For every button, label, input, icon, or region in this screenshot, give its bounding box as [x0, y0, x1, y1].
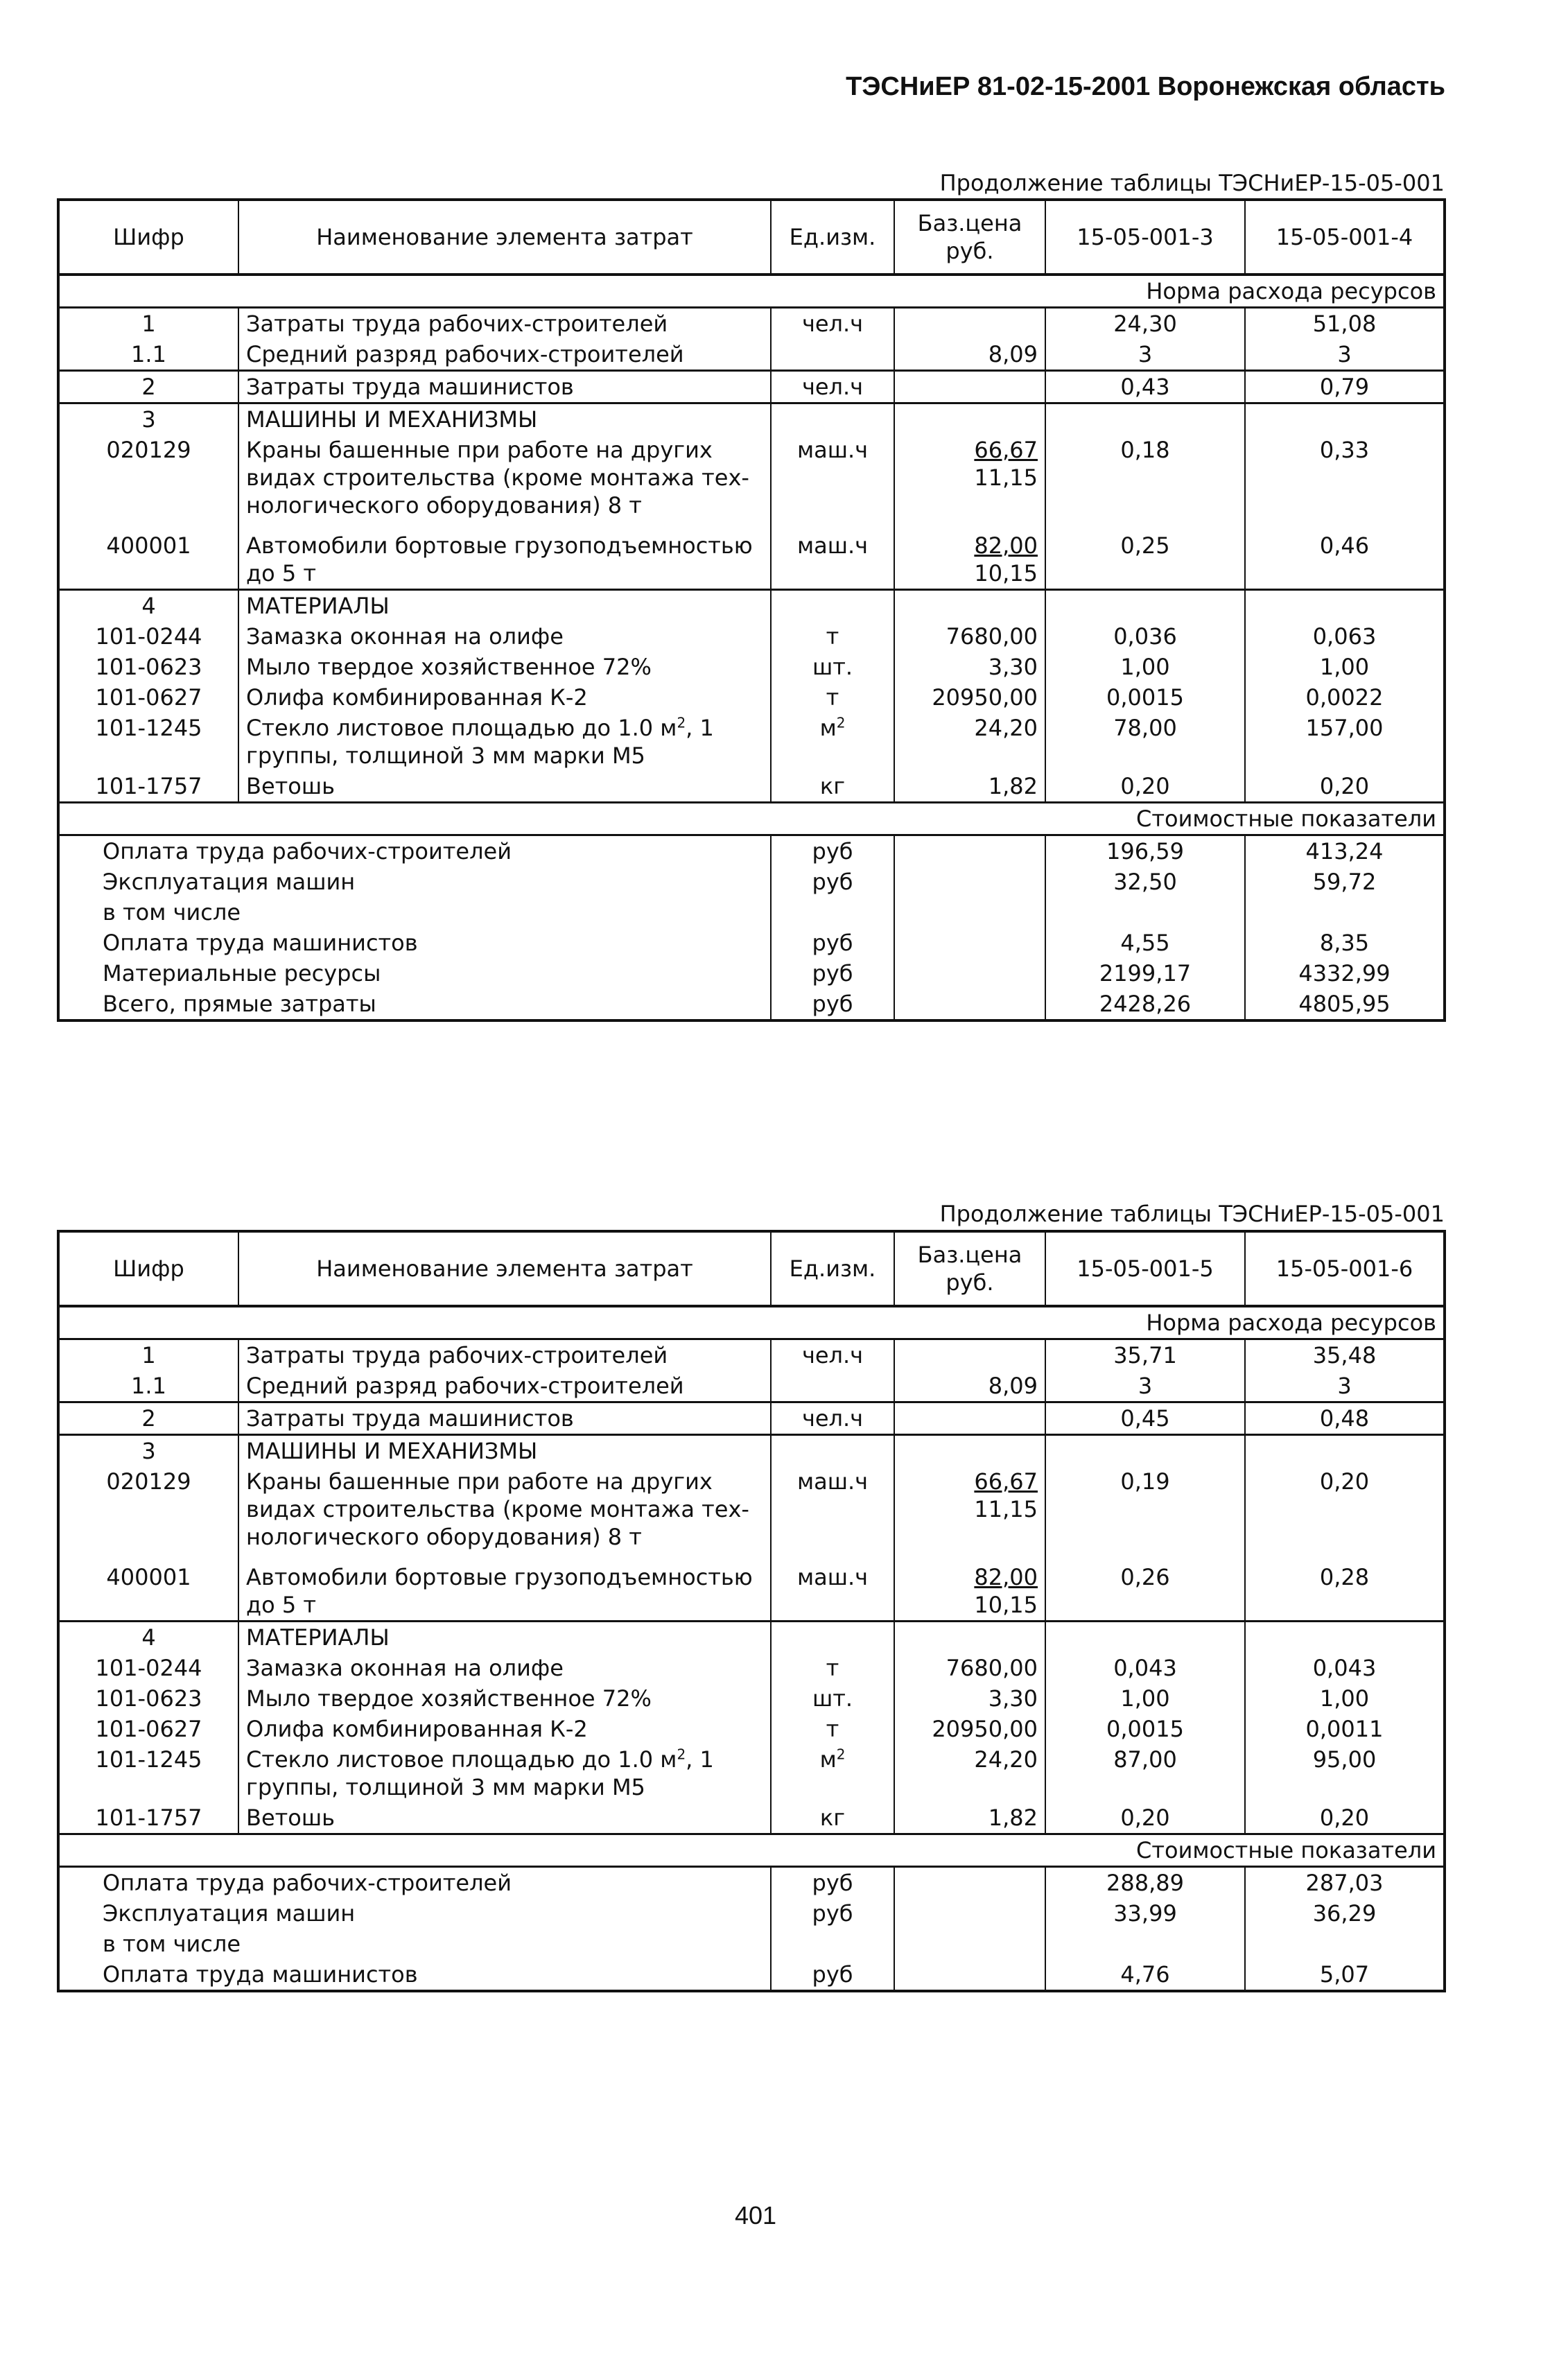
summary-name: Всего, прямые затраты: [103, 991, 376, 1017]
row-code: 3: [58, 403, 238, 435]
row-value-1: 0,043: [1045, 1653, 1245, 1683]
summary-value-2: 36,29: [1245, 1898, 1445, 1929]
row-code: 101-0627: [95, 1716, 202, 1742]
section-label-row: [58, 275, 1445, 308]
section-label-row: [58, 1834, 1445, 1867]
row-price: 7680,00: [894, 621, 1045, 652]
row-code: 101-0627: [95, 684, 202, 711]
cost-label: Стоимостные показатели: [58, 1834, 1445, 1867]
column-header-norm-2: 15-05-001-6: [1245, 1231, 1445, 1306]
row-code: 101-0244: [95, 623, 202, 650]
row-unit: [771, 713, 894, 771]
summary-name: Оплата труда машинистов: [103, 1961, 418, 1988]
summary-unit: руб: [771, 1959, 894, 1991]
row-name: Мыло твердое хозяйственное 72%: [238, 652, 771, 682]
row-value-2: 51,08: [1245, 308, 1445, 340]
summary-name: Оплата труда машинистов: [103, 930, 418, 956]
table-row: [58, 1802, 1445, 1834]
row-price: [894, 1466, 1045, 1552]
row-name: Мыло твердое хозяйственное 72%: [238, 1683, 771, 1714]
table-continuation-caption: Продолжение таблицы ТЭСНиЕР-15-05-001: [939, 170, 1445, 196]
table-row: [58, 1552, 1445, 1622]
column-header-norm-2: 15-05-001-4: [1245, 200, 1445, 275]
table-row: [58, 339, 1445, 371]
row-unit: т: [771, 682, 894, 713]
row-value-2: 95,00: [1245, 1744, 1445, 1802]
row-price: 7680,00: [894, 1653, 1045, 1683]
price-operator-wage: 11,15: [974, 464, 1038, 491]
summary-value-2: 413,24: [1245, 835, 1445, 867]
row-unit: шт.: [771, 1683, 894, 1714]
row-value-2: 0,20: [1245, 1466, 1445, 1552]
row-price: 1,82: [894, 771, 1045, 803]
summary-unit: руб: [771, 1898, 894, 1929]
row-name: Ветошь: [238, 1802, 771, 1834]
row-name: Затраты труда рабочих-строителей: [238, 308, 771, 340]
table-row: [58, 1744, 1445, 1802]
row-value-1: 0,0015: [1045, 682, 1245, 713]
summary-value-2: 287,03: [1245, 1867, 1445, 1899]
row-name: Замазка оконная на олифе: [238, 1653, 771, 1683]
section-row-materials: [58, 1622, 1445, 1653]
row-name: Затраты труда машинистов: [238, 371, 771, 403]
summary-row: [58, 1867, 1445, 1899]
row-name: Краны башенные при работе на других видах строительства (кроме монтажа тех-нологического оборудования) 8 т: [238, 435, 771, 521]
row-name: Автомобили бортовые грузоподъемностью до 5 т: [238, 1552, 771, 1622]
row-value-2: 0,33: [1245, 435, 1445, 521]
row-name: [238, 713, 771, 771]
column-header-unit: Ед.изм.: [771, 200, 894, 275]
row-unit: кг: [771, 771, 894, 803]
table-header-row: [58, 1231, 1445, 1306]
column-header-name: Наименование элемента затрат: [238, 1231, 771, 1306]
column-header-code: Шифр: [58, 200, 238, 275]
row-value-1: 0,25: [1045, 521, 1245, 590]
table-row: [58, 771, 1445, 803]
row-unit: маш.ч: [771, 1466, 894, 1552]
row-unit: маш.ч: [771, 435, 894, 521]
row-value-1: 0,18: [1045, 435, 1245, 521]
column-header-norm-1: 15-05-001-5: [1045, 1231, 1245, 1306]
table-row: [58, 621, 1445, 652]
row-value-2: 0,28: [1245, 1552, 1445, 1622]
row-name: МАТЕРИАЛЫ: [238, 1622, 771, 1653]
table-row: [58, 1714, 1445, 1744]
superscript: 2: [677, 714, 686, 731]
summary-row: [58, 1898, 1445, 1929]
summary-unit: руб: [771, 867, 894, 897]
price-total: 66,67: [974, 437, 1038, 463]
row-value-2: 0,20: [1245, 771, 1445, 803]
summary-value-1: 2428,26: [1045, 989, 1245, 1020]
summary-name: Оплата труда рабочих-строителей: [103, 838, 512, 864]
row-value-2: 3: [1245, 339, 1445, 371]
table-row: [58, 1653, 1445, 1683]
superscript: 2: [677, 1746, 686, 1763]
row-code: 101-0623: [95, 1685, 202, 1712]
row-name: Автомобили бортовые грузоподъемностью до 5 т: [238, 521, 771, 590]
row-value-1: 0,036: [1045, 621, 1245, 652]
row-price: 3,30: [894, 1683, 1045, 1714]
row-price: [894, 1402, 1045, 1435]
summary-value-1: 196,59: [1045, 835, 1245, 867]
row-code: 2: [58, 371, 238, 403]
summary-name: Эксплуатация машин: [103, 869, 356, 895]
row-name: Олифа комбинированная К-2: [238, 1714, 771, 1744]
row-unit: [771, 1744, 894, 1802]
row-price: 20950,00: [894, 682, 1045, 713]
summary-row: [58, 867, 1445, 897]
table-row: [58, 308, 1445, 340]
norm-label: Норма расхода ресурсов: [58, 1306, 1445, 1339]
row-value-1: 3: [1045, 1371, 1245, 1402]
summary-unit: руб: [771, 835, 894, 867]
row-unit: т: [771, 1714, 894, 1744]
section-row-machines: [58, 1435, 1445, 1467]
row-value-2: 0,20: [1245, 1802, 1445, 1834]
resource-table: [57, 1230, 1446, 1992]
table-row: [58, 1466, 1445, 1552]
row-value-2: 35,48: [1245, 1339, 1445, 1371]
row-value-2: 1,00: [1245, 652, 1445, 682]
section-label-row: [58, 1306, 1445, 1339]
row-name-part: , 1 группы, толщиной 3 мм марки М5: [246, 715, 714, 769]
price-total: 66,67: [974, 1468, 1038, 1495]
row-value-2: 0,48: [1245, 1402, 1445, 1435]
row-code: 4: [58, 590, 238, 622]
table-row: [58, 1402, 1445, 1435]
row-code: 101-0244: [95, 1655, 202, 1681]
row-name: Ветошь: [238, 771, 771, 803]
row-price: 24,20: [894, 1744, 1045, 1802]
row-unit: чел.ч: [771, 1339, 894, 1371]
row-value-2: 0,043: [1245, 1653, 1445, 1683]
row-name: Затраты труда машинистов: [238, 1402, 771, 1435]
row-value-1: 0,45: [1045, 1402, 1245, 1435]
row-value-1: 3: [1045, 339, 1245, 371]
row-name: Олифа комбинированная К-2: [238, 682, 771, 713]
row-unit: чел.ч: [771, 308, 894, 340]
summary-name: в том числе: [103, 1931, 241, 1957]
summary-row: [58, 835, 1445, 867]
row-value-2: 0,79: [1245, 371, 1445, 403]
row-name: Замазка оконная на олифе: [238, 621, 771, 652]
row-value-2: 0,0011: [1245, 1714, 1445, 1744]
row-price: 24,20: [894, 713, 1045, 771]
row-unit: чел.ч: [771, 1402, 894, 1435]
row-code: 101-1757: [95, 773, 202, 799]
summary-value-1: 32,50: [1045, 867, 1245, 897]
summary-value-1: 4,76: [1045, 1959, 1245, 1991]
row-value-2: 0,0022: [1245, 682, 1445, 713]
row-value-1: 0,26: [1045, 1552, 1245, 1622]
row-name: Средний разряд рабочих-строителей: [238, 339, 771, 371]
table-row: [58, 1339, 1445, 1371]
row-name-part: Стекло листовое площадью до 1.0 м: [246, 715, 677, 741]
unit-text: м: [819, 715, 837, 741]
row-name: МАШИНЫ И МЕХАНИЗМЫ: [238, 1435, 771, 1467]
summary-name: Материальные ресурсы: [103, 960, 381, 987]
row-price: [894, 521, 1045, 590]
summary-unit: руб: [771, 1867, 894, 1899]
table-row: [58, 652, 1445, 682]
row-name: [238, 1744, 771, 1802]
table-row: [58, 371, 1445, 403]
summary-row: [58, 958, 1445, 989]
row-unit: т: [771, 621, 894, 652]
row-price: [894, 308, 1045, 340]
row-value-2: 1,00: [1245, 1683, 1445, 1714]
column-header-unit: Ед.изм.: [771, 1231, 894, 1306]
row-unit: шт.: [771, 652, 894, 682]
row-code: 2: [58, 1402, 238, 1435]
summary-value-2: 4805,95: [1245, 989, 1445, 1020]
row-code: 101-1245: [95, 715, 202, 741]
summary-row: [58, 1929, 1445, 1959]
row-price: [894, 371, 1045, 403]
cost-label: Стоимостные показатели: [58, 803, 1445, 835]
summary-value-2: 8,35: [1245, 928, 1445, 958]
table-row: [58, 521, 1445, 590]
unit-text: м: [819, 1746, 837, 1773]
row-value-2: 157,00: [1245, 713, 1445, 771]
column-header-name: Наименование элемента затрат: [238, 200, 771, 275]
summary-unit: руб: [771, 928, 894, 958]
summary-name: Оплата труда рабочих-строителей: [103, 1870, 512, 1896]
row-code: 400001: [106, 1564, 191, 1590]
row-price: 1,82: [894, 1802, 1045, 1834]
norm-label: Норма расхода ресурсов: [58, 275, 1445, 308]
row-code: 020129: [106, 1468, 191, 1495]
row-code: 1: [141, 311, 156, 337]
column-header-norm-1: 15-05-001-3: [1045, 200, 1245, 275]
row-value-1: 1,00: [1045, 1683, 1245, 1714]
row-value-1: 24,30: [1045, 308, 1245, 340]
row-value-1: 0,19: [1045, 1466, 1245, 1552]
summary-value-1: 4,55: [1045, 928, 1245, 958]
row-code: 1.1: [131, 341, 166, 367]
summary-value-1: 33,99: [1045, 1898, 1245, 1929]
row-name-part: , 1 группы, толщиной 3 мм марки М5: [246, 1746, 714, 1800]
row-unit: чел.ч: [771, 371, 894, 403]
summary-row: [58, 989, 1445, 1020]
document-header: ТЭСНиЕР 81-02-15-2001 Воронежская область: [846, 72, 1445, 101]
row-value-1: 0,20: [1045, 771, 1245, 803]
row-price: 8,09: [894, 1371, 1045, 1402]
row-name: МАШИНЫ И МЕХАНИЗМЫ: [238, 403, 771, 435]
summary-value-1: 2199,17: [1045, 958, 1245, 989]
table-row: [58, 1371, 1445, 1402]
row-name-part: Стекло листовое площадью до 1.0 м: [246, 1746, 677, 1773]
row-value-2: 0,063: [1245, 621, 1445, 652]
row-price: [894, 1552, 1045, 1622]
table-row: [58, 435, 1445, 521]
summary-value-2: 59,72: [1245, 867, 1445, 897]
row-price: [894, 435, 1045, 521]
section-row-machines: [58, 403, 1445, 435]
summary-value-2: 5,07: [1245, 1959, 1445, 1991]
row-value-2: 3: [1245, 1371, 1445, 1402]
row-unit: т: [771, 1653, 894, 1683]
row-code: 400001: [106, 532, 191, 559]
price-total: 82,00: [974, 1564, 1038, 1590]
row-unit: кг: [771, 1802, 894, 1834]
row-unit: [771, 1371, 894, 1402]
row-name: Затраты труда рабочих-строителей: [238, 1339, 771, 1371]
summary-value-2: 4332,99: [1245, 958, 1445, 989]
row-value-1: 0,20: [1045, 1802, 1245, 1834]
table-row: [58, 713, 1445, 771]
summary-unit: руб: [771, 958, 894, 989]
row-value-1: 0,43: [1045, 371, 1245, 403]
row-price: 20950,00: [894, 1714, 1045, 1744]
table-continuation-caption: Продолжение таблицы ТЭСНиЕР-15-05-001: [939, 1201, 1445, 1227]
row-name: Средний разряд рабочих-строителей: [238, 1371, 771, 1402]
page-number: 401: [734, 2201, 777, 2230]
price-operator-wage: 11,15: [974, 1496, 1038, 1522]
superscript: 2: [836, 714, 846, 731]
price-total: 82,00: [974, 532, 1038, 559]
table-row: [58, 1683, 1445, 1714]
row-value-1: 1,00: [1045, 652, 1245, 682]
row-value-1: 78,00: [1045, 713, 1245, 771]
superscript: 2: [836, 1746, 846, 1763]
row-name: Краны башенные при работе на других видах строительства (кроме монтажа тех-нологического оборудования) 8 т: [238, 1466, 771, 1552]
row-code: 3: [58, 1435, 238, 1467]
row-price: 8,09: [894, 339, 1045, 371]
row-unit: [771, 339, 894, 371]
row-value-1: 0,0015: [1045, 1714, 1245, 1744]
resource-table: [57, 198, 1446, 1022]
row-code: 101-0623: [95, 654, 202, 680]
summary-value-1: 288,89: [1045, 1867, 1245, 1899]
row-unit: маш.ч: [771, 521, 894, 590]
section-label-row: [58, 803, 1445, 835]
summary-row: [58, 1959, 1445, 1991]
summary-unit: руб: [771, 989, 894, 1020]
summary-row: [58, 928, 1445, 958]
price-operator-wage: 10,15: [974, 560, 1038, 586]
row-value-1: 35,71: [1045, 1339, 1245, 1371]
row-code: 101-1757: [95, 1805, 202, 1831]
summary-name: Эксплуатация машин: [103, 1900, 356, 1927]
price-operator-wage: 10,15: [974, 1592, 1038, 1618]
column-header-price: Баз.цена руб.: [894, 1231, 1045, 1306]
column-header-price: Баз.цена руб.: [894, 200, 1045, 275]
row-value-2: 0,46: [1245, 521, 1445, 590]
column-header-code: Шифр: [58, 1231, 238, 1306]
row-code: 101-1245: [95, 1746, 202, 1773]
row-price: 3,30: [894, 652, 1045, 682]
row-code: 1: [141, 1342, 156, 1368]
table-header-row: [58, 200, 1445, 275]
row-value-1: 87,00: [1045, 1744, 1245, 1802]
row-code: 4: [58, 1622, 238, 1653]
row-name: МАТЕРИАЛЫ: [238, 590, 771, 622]
summary-name: в том числе: [103, 899, 241, 926]
summary-row: [58, 897, 1445, 928]
section-row-materials: [58, 590, 1445, 622]
row-code: 020129: [106, 437, 191, 463]
row-unit: маш.ч: [771, 1552, 894, 1622]
row-code: 1.1: [131, 1373, 166, 1399]
table-row: [58, 682, 1445, 713]
row-price: [894, 1339, 1045, 1371]
